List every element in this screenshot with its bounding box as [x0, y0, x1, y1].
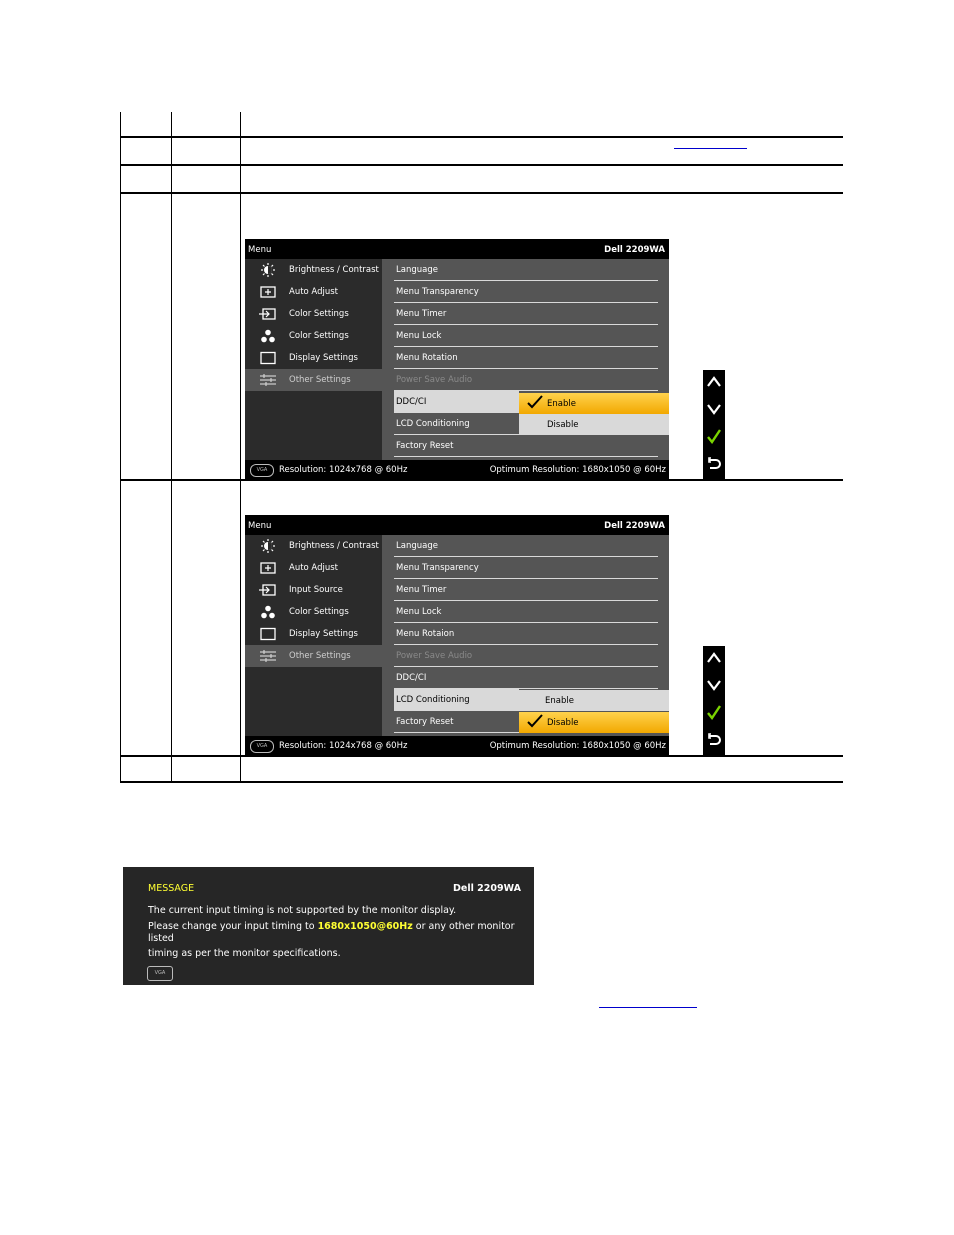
osd-submenu-item-selected[interactable]: [394, 391, 519, 413]
osd-menu-item-brightness[interactable]: [245, 535, 382, 557]
osd-submenu-label: Menu Lock: [396, 331, 442, 341]
confirm-check-icon[interactable]: [706, 428, 722, 444]
osd-optimum-resolution: Optimum Resolution: 1680x1050 @ 60Hz: [489, 741, 666, 751]
message-text: Please change your input timing to: [148, 921, 318, 932]
osd-submenu-label: LCD Conditioning: [396, 419, 470, 429]
osd-submenu-label: Power Save Audio: [396, 375, 473, 385]
checkmark-icon: [527, 395, 543, 409]
display-settings-icon: [259, 351, 277, 365]
osd-footer: [245, 460, 669, 480]
osd-submenu-item[interactable]: [394, 325, 658, 347]
osd-option[interactable]: [519, 414, 669, 435]
osd-menu-lcd-conditioning: [245, 515, 669, 756]
osd-submenu-item[interactable]: [394, 435, 658, 457]
osd-menu-item-display-settings[interactable]: [245, 623, 382, 645]
recommended-resolution: 1680x1050@60Hz: [317, 921, 413, 932]
input-source-icon: [259, 307, 277, 321]
osd-option-label: Enable: [547, 399, 576, 409]
other-settings-icon: [259, 373, 277, 387]
up-arrow-icon[interactable]: [706, 650, 722, 666]
osd-submenu-label: Factory Reset: [396, 717, 454, 727]
hyperlink-underline[interactable]: [599, 1007, 697, 1008]
auto-adjust-icon: [259, 561, 277, 575]
osd-menu-item-input-source[interactable]: [245, 579, 382, 601]
osd-menu-label: Other Settings: [289, 375, 351, 385]
osd-option-selected[interactable]: [519, 712, 669, 733]
osd-submenu-label: DDC/CI: [396, 397, 427, 407]
message-line-4: timing as per the monitor specifications.: [148, 948, 341, 959]
osd-submenu-label: Menu Timer: [396, 585, 447, 595]
osd-footer: [245, 736, 669, 756]
osd-menu-label: Brightness / Contrast: [289, 265, 379, 275]
osd-menu-title: Menu: [248, 245, 272, 255]
osd-menu-label: Brightness / Contrast: [289, 541, 379, 551]
table-col-divider-2: [240, 112, 241, 783]
brightness-icon: [259, 539, 277, 553]
osd-nav-buttons: [703, 370, 725, 480]
osd-menu-label: Auto Adjust: [289, 563, 339, 573]
osd-resolution: Resolution: 1024x768 @ 60Hz: [279, 741, 408, 751]
osd-menu-label: Color Settings: [289, 309, 349, 319]
osd-submenu-label: Menu Lock: [396, 607, 442, 617]
osd-submenu-label: Language: [396, 541, 438, 551]
osd-submenu-item[interactable]: [394, 413, 519, 435]
brightness-icon: [259, 263, 277, 277]
confirm-check-icon[interactable]: [706, 704, 722, 720]
osd-submenu-label: Factory Reset: [396, 441, 454, 451]
message-line-1: The current input timing is not supported by the monitor display.: [148, 905, 457, 916]
osd-submenu-item[interactable]: [394, 667, 658, 689]
message-line-3: listed: [148, 933, 174, 944]
osd-option-label: Disable: [547, 718, 579, 728]
back-return-icon[interactable]: [706, 455, 722, 471]
osd-menu-item-display-settings[interactable]: [245, 347, 382, 369]
osd-submenu-item[interactable]: [394, 281, 658, 303]
osd-submenu-label: Menu Transparency: [396, 563, 479, 573]
color-settings-icon: [259, 329, 277, 343]
osd-menu-item-other-settings[interactable]: [245, 369, 382, 391]
osd-submenu-label: DDC/CI: [396, 673, 427, 683]
osd-warning-message: [123, 867, 534, 985]
osd-menu-item-color-settings[interactable]: [245, 325, 382, 347]
osd-submenu-item[interactable]: [394, 347, 658, 369]
osd-submenu-item-disabled: [394, 369, 658, 391]
osd-header: [245, 239, 669, 259]
osd-menu-label: Color Settings: [289, 607, 349, 617]
osd-option-label: Disable: [547, 420, 579, 430]
osd-model-name: Dell 2209WA: [604, 245, 665, 255]
vga-icon: VGA: [147, 966, 173, 981]
message-text: or any other monitor: [412, 921, 515, 932]
osd-menu-label: Input Source: [289, 585, 343, 595]
osd-submenu-item[interactable]: [394, 303, 658, 325]
osd-submenu-item-disabled: [394, 645, 658, 667]
osd-nav-buttons: [703, 646, 725, 756]
osd-option-selected[interactable]: [519, 393, 669, 414]
osd-model-name: Dell 2209WA: [604, 521, 665, 531]
osd-submenu-item[interactable]: [394, 259, 658, 281]
osd-submenu-item[interactable]: [394, 579, 658, 601]
osd-menu-item-auto-adjust[interactable]: [245, 557, 382, 579]
osd-main-menu: [245, 535, 382, 736]
table-row-border: [120, 781, 843, 783]
osd-submenu-label: Menu Rotaion: [396, 629, 455, 639]
osd-submenu-label: Menu Transparency: [396, 287, 479, 297]
display-settings-icon: [259, 627, 277, 641]
up-arrow-icon[interactable]: [706, 374, 722, 390]
checkmark-icon: [527, 714, 543, 728]
osd-submenu-item[interactable]: [394, 601, 658, 623]
osd-submenu-label: Menu Timer: [396, 309, 447, 319]
osd-menu-label: Display Settings: [289, 629, 358, 639]
vga-icon: VGA: [250, 464, 274, 477]
osd-submenu-label: Power Save Audio: [396, 651, 473, 661]
hyperlink-underline[interactable]: [674, 148, 747, 149]
down-arrow-icon[interactable]: [706, 677, 722, 693]
osd-option[interactable]: [519, 690, 669, 711]
osd-submenu-item-selected[interactable]: [394, 689, 519, 711]
osd-menu-label: Display Settings: [289, 353, 358, 363]
osd-menu-item-input-source[interactable]: [245, 303, 382, 325]
osd-menu-item-brightness[interactable]: [245, 259, 382, 281]
osd-menu-item-auto-adjust[interactable]: [245, 281, 382, 303]
osd-submenu-item[interactable]: [394, 711, 519, 733]
osd-menu-ddc-ci: [245, 239, 669, 480]
auto-adjust-icon: [259, 285, 277, 299]
osd-submenu-item[interactable]: [394, 557, 658, 579]
down-arrow-icon[interactable]: [706, 401, 722, 417]
table-row-border: [120, 164, 843, 166]
osd-submenu-item[interactable]: [394, 623, 658, 645]
osd-menu-label: Auto Adjust: [289, 287, 339, 297]
color-settings-icon: [259, 605, 277, 619]
table-row-border: [120, 136, 843, 138]
table-row-border: [120, 192, 843, 194]
osd-submenu-label: LCD Conditioning: [396, 695, 470, 705]
osd-submenu-item[interactable]: [394, 535, 658, 557]
osd-menu-title: Menu: [248, 521, 272, 531]
osd-menu-label: Other Settings: [289, 651, 351, 661]
osd-main-menu: [245, 259, 382, 460]
osd-optimum-resolution: Optimum Resolution: 1680x1050 @ 60Hz: [489, 465, 666, 475]
table-col-divider-1: [171, 112, 172, 783]
message-model-name: Dell 2209WA: [453, 883, 521, 894]
osd-header: [245, 515, 669, 535]
table-border-left: [120, 112, 121, 783]
osd-menu-label: Color Settings: [289, 331, 349, 341]
message-line-2: [148, 921, 515, 932]
vga-icon: VGA: [250, 740, 274, 753]
osd-submenu-label: Language: [396, 265, 438, 275]
input-source-icon: [259, 583, 277, 597]
osd-resolution: Resolution: 1024x768 @ 60Hz: [279, 465, 408, 475]
osd-submenu-label: Menu Rotation: [396, 353, 458, 363]
message-title: MESSAGE: [148, 883, 195, 894]
other-settings-icon: [259, 649, 277, 663]
osd-menu-item-color-settings[interactable]: [245, 601, 382, 623]
osd-menu-item-other-settings[interactable]: [245, 645, 382, 667]
back-return-icon[interactable]: [706, 731, 722, 747]
osd-option-label: Enable: [545, 696, 574, 706]
